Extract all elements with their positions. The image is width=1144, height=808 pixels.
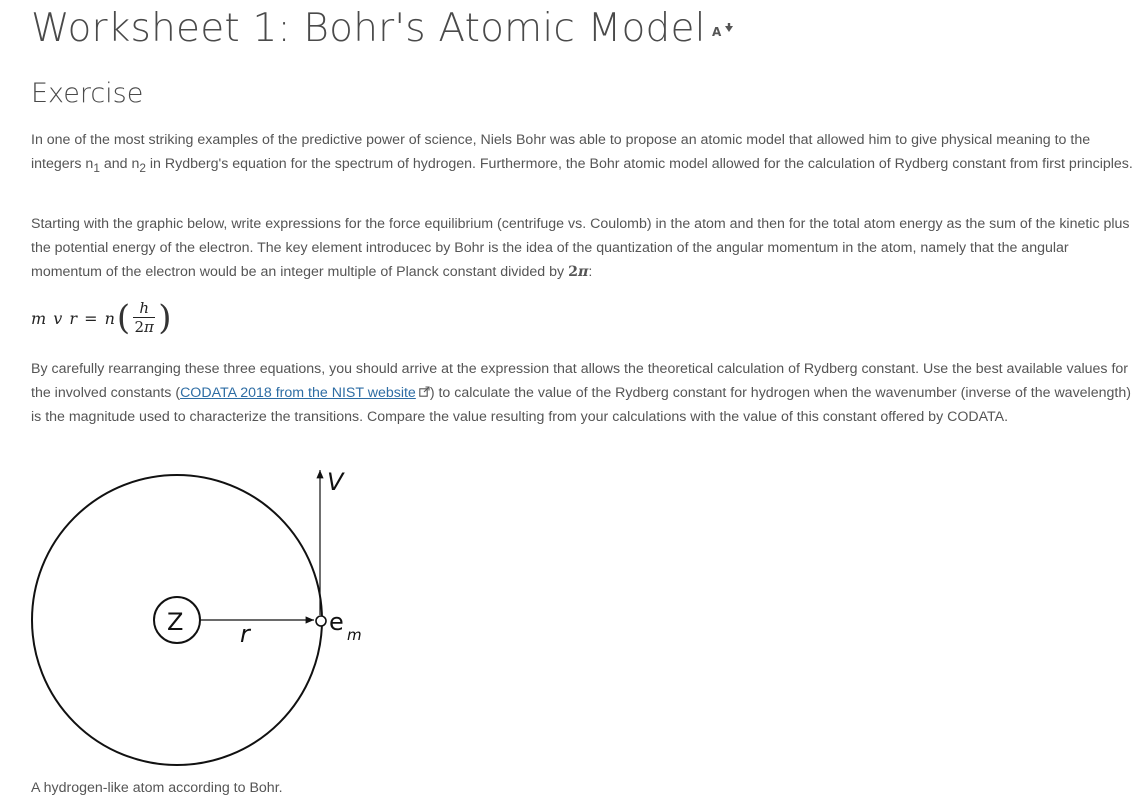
equation-lhs: m v r = n [31, 308, 116, 328]
instructions-tail: : [588, 264, 593, 280]
intro-paragraph [31, 128, 1139, 180]
angular-momentum-equation [31, 294, 172, 342]
nucleus-label: Z [167, 608, 184, 636]
bohr-atom-diagram [31, 462, 391, 774]
math-two: 2 [568, 264, 578, 280]
text-size-icon[interactable] [712, 4, 734, 49]
intro-text-1: In one of the most striking examples of the predictive power of science, Niels Bohr was able to propose an atomic model that allowed him to give physical meaning to the integers n [31, 132, 1091, 172]
subscript-2: 2 [139, 160, 146, 175]
codata-link[interactable]: CODATA 2018 from the NIST website [180, 385, 416, 401]
subscript-1: 1 [93, 160, 100, 175]
svg-text:A: A [711, 25, 722, 39]
bohr-atom-figure [31, 462, 391, 778]
electron-label: e [329, 608, 344, 636]
denominator-pi: π [144, 318, 154, 336]
intro-text-3: in Rydberg's equation for the spectrum of hydrogen. Furthermore, the Bohr atomic model allowed for the calculation of Rydberg constant from first principles. [145, 156, 1133, 172]
instructions-paragraph [31, 212, 1139, 284]
section-heading: Exercise [31, 78, 144, 109]
intro-text-2: and n [99, 156, 140, 172]
page-title-text: Worksheet 1: Bohr's Atomic Model [31, 6, 706, 51]
fraction-denominator [134, 318, 153, 337]
page-title [31, 6, 734, 53]
radius-label: r [240, 620, 250, 648]
velocity-label: V [327, 468, 344, 496]
fraction-numerator: h [139, 299, 150, 317]
calculation-paragraph [31, 357, 1139, 429]
electron-dot [316, 616, 326, 626]
mass-label: m [347, 626, 362, 644]
calculation-text-2: ) to calculate the value of the Rydberg constant for hydrogen when the wavenumber (inverse of the wavelength) is the magnitude used to characterize the transitions. Compare the value resulting from your calculations with the value of this constant offered by CODATA. [31, 385, 1131, 426]
math-pi: π [577, 264, 589, 280]
external-link-icon[interactable] [419, 381, 430, 405]
right-paren: ) [158, 298, 172, 338]
figure-caption: A hydrogen-like atom according to Bohr. [31, 780, 283, 796]
equation-fraction [133, 299, 155, 337]
left-paren: ( [116, 298, 131, 338]
denominator-two: 2 [134, 318, 145, 336]
calculation-text-1: By carefully rearranging these three equations, you should arrive at the expression that allows the theoretical calculation of Rydberg constant. Use the best available values for the involved constants ( [31, 361, 1129, 401]
instructions-text: Starting with the graphic below, write expressions for the force equilibrium (centrifuge vs. Coulomb) in the atom and then for the total atom energy as the sum of the kinetic plus the potential energy of the electron. The key element introducec by Bohr is the idea of the quantization of the angular momentum in the atom, namely that the angular momentum of the electron would be an integer multiple of Planck constant divided by [31, 216, 1130, 280]
